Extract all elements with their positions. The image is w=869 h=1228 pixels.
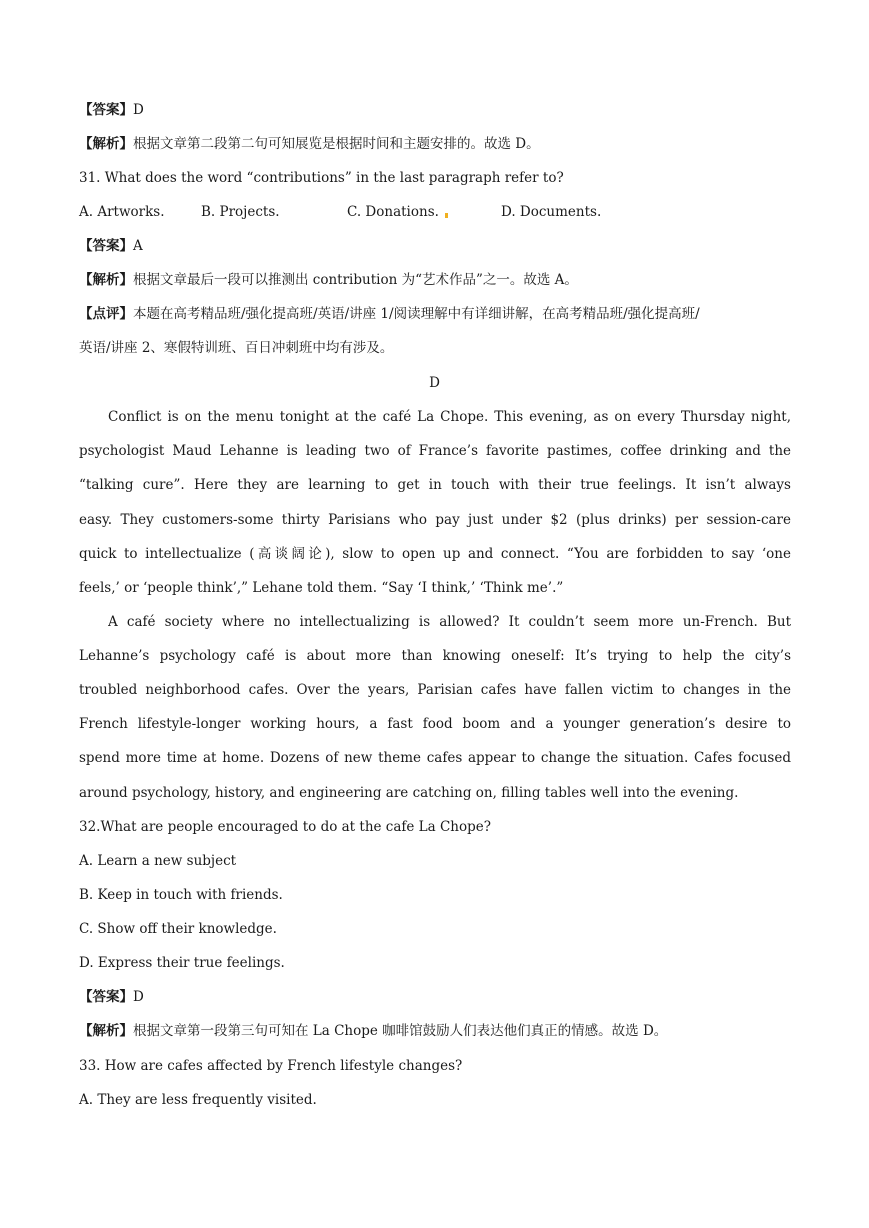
section-heading: D <box>429 375 440 391</box>
comment-line-continued: 英语/讲座 2、寒假特训班、百日冲刺班中均有涉及。 <box>79 340 394 356</box>
question-33: 33. How are cafes affected by French lifestyle changes? <box>79 1058 463 1074</box>
option-d: D. Documents. <box>501 204 602 220</box>
answer-value: A <box>133 238 143 254</box>
paragraph-1-line: feels,’ or ‘people think’,” Lehane told them. “Say ‘I think,’ ‘Think me’.” <box>79 580 564 596</box>
option-c: C. Donations. <box>347 202 501 222</box>
comment-line <box>79 304 791 324</box>
option-b: B. Keep in touch with friends. <box>79 887 283 903</box>
paragraph-2-line: Lehanne’s psychology café is about more than knowing oneself: It’s trying to help the city’s <box>79 648 791 664</box>
answer-tag: 【答案】 <box>79 989 133 1005</box>
paragraph-2-line: troubled neighborhood cafes. Over the years, Parisian cafes have fallen victim to changes in the <box>79 682 791 698</box>
answer-value: D <box>133 989 144 1005</box>
explanation-line <box>79 1021 791 1041</box>
answer-tag: 【答案】 <box>79 238 133 254</box>
question-31-options <box>79 202 791 222</box>
paragraph-2-line: spend more time at home. Dozens of new theme cafes appear to change the situation. Cafes focused <box>79 750 791 766</box>
answer-line <box>79 236 791 256</box>
option-c: C. Show off their knowledge. <box>79 921 277 937</box>
paragraph-1-line: quick to intellectualize (高谈阔论), slow to open up and connect. “You are forbidden to say ‘one <box>79 546 791 562</box>
option-a: A. Learn a new subject <box>79 853 237 869</box>
question-31: 31. What does the word “contributions” in the last paragraph refer to? <box>79 170 564 186</box>
explanation-line <box>79 270 791 290</box>
explanation-text: 根据文章第一段第三句可知在 La Chope 咖啡馆鼓励人们表达他们真正的情感。故选 D。 <box>133 1023 668 1039</box>
paragraph-2-line: around psychology, history, and engineering are catching on, filling tables well into the evening. <box>79 785 739 801</box>
comment-text: 本题在高考精品班/强化提高班/英语/讲座 1/阅读理解中有详细讲解，在高考精品班/强化提高班/ <box>133 306 700 322</box>
paragraph-1-line: psychologist Maud Lehanne is leading two of France’s favorite pastimes, coffee drinking and the <box>79 443 791 459</box>
paragraph-1-line: Conflict is on the menu tonight at the café La Chope. This evening, as on every Thursday night, <box>108 409 791 425</box>
highlight-mark <box>445 213 448 218</box>
answer-line <box>79 987 791 1007</box>
explanation-tag: 【解析】 <box>79 136 133 152</box>
explanation-text: 根据文章最后一段可以推测出 contribution 为“艺术作品”之一。故选 A。 <box>133 272 578 288</box>
option-a: A. Artworks. <box>79 204 165 220</box>
explanation-line <box>79 134 791 154</box>
answer-value: D <box>133 102 144 118</box>
option-a: A. They are less frequently visited. <box>79 1092 317 1108</box>
paragraph-2-line: French lifestyle-longer working hours, a fast food boom and a younger generation’s desire to <box>79 716 791 732</box>
paragraph-1-line: “talking cure”. Here they are learning to get in touch with their true feelings. It isn’t always <box>79 477 791 493</box>
explanation-tag: 【解析】 <box>79 1023 133 1039</box>
explanation-tag: 【解析】 <box>79 272 133 288</box>
comment-tag: 【点评】 <box>79 306 133 322</box>
question-32: 32.What are people encouraged to do at the cafe La Chope? <box>79 819 492 835</box>
paragraph-2-line: A café society where no intellectualizing is allowed? It couldn’t seem more un-French. But <box>108 614 791 630</box>
option-b: B. Projects. <box>201 204 280 220</box>
explanation-text: 根据文章第二段第二句可知展览是根据时间和主题安排的。故选 D。 <box>133 136 540 152</box>
option-d: D. Express their true feelings. <box>79 955 285 971</box>
paragraph-1-line: easy. They customers-some thirty Parisians who pay just under $2 (plus drinks) per session-care <box>79 512 791 528</box>
answer-line <box>79 100 791 120</box>
answer-tag: 【答案】 <box>79 102 133 118</box>
